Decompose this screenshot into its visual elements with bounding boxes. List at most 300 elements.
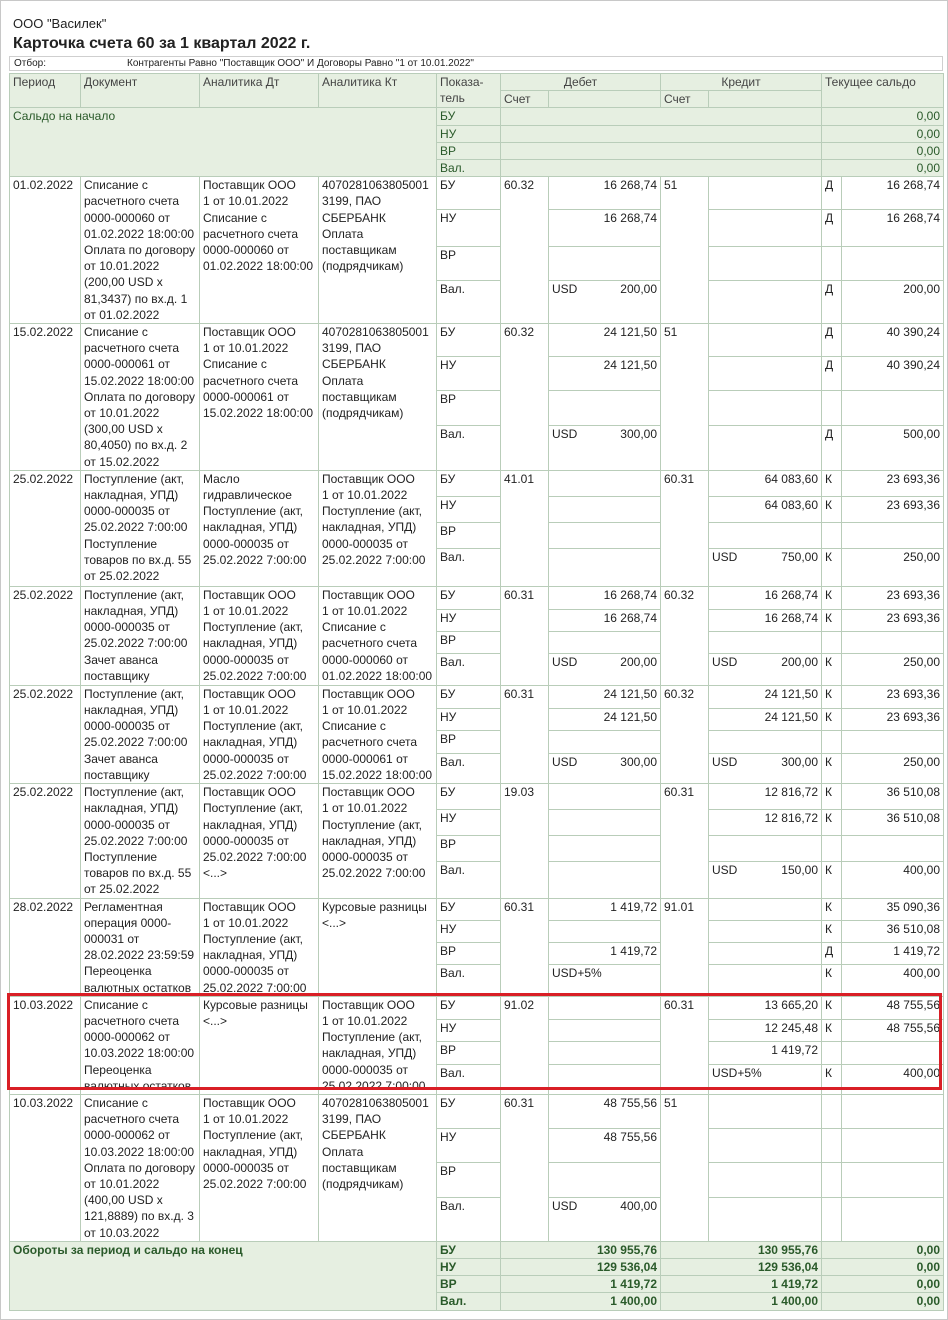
indicator-cell: НУ [437, 357, 501, 391]
balance-side-cell: Д [822, 209, 842, 246]
document-cell[interactable]: Списание с расчетного счета 0000-000060 от 01.02.2022 18:00:00 Оплата по договору от 10.01.2022 (200,00 USD x 81,3437) по вх.д. 1 от 01.02.2022 [81, 177, 200, 324]
document-cell[interactable]: Поступление (акт, накладная, УПД) 0000-000035 от 25.02.2022 7:00:00 Зачет аванса поставщику [81, 685, 200, 783]
balance-cell: 250,00 [842, 548, 944, 586]
balance-cell: 400,00 [842, 862, 944, 898]
balance-cell: 23 693,36 [842, 609, 944, 631]
credit-amount-cell [709, 920, 822, 942]
credit-amount-cell [709, 1197, 822, 1241]
balance-cell: 23 693,36 [842, 586, 944, 609]
col-balance-header: Текущее сальдо [822, 74, 944, 108]
col-period-header: Период [10, 74, 81, 108]
totals-row [10, 1241, 944, 1258]
analytics-dt-cell: Поставщик ООО 1 от 10.01.2022 Поступление (акт, накладная, УПД) 0000-000035 от 25.02.2022 7:00:00 [200, 586, 319, 685]
debit-amount-cell [549, 324, 661, 357]
total-credit-cell: 1 400,00 [661, 1293, 822, 1310]
transaction-row [10, 784, 944, 810]
credit-sum: 16 268,74 [764, 610, 818, 625]
balance-cell: 250,00 [842, 753, 944, 783]
debit-amount-cell [549, 548, 661, 586]
balance-side-cell: К [822, 753, 842, 783]
credit-amount-cell [709, 862, 822, 898]
balance-cell [842, 522, 944, 548]
credit-amount-cell [709, 964, 822, 996]
debit-amount-cell [549, 1064, 661, 1094]
organization-name: ООО "Василек" [13, 16, 107, 31]
indicator-cell: Вал. [437, 548, 501, 586]
credit-amount-cell [709, 522, 822, 548]
credit-account-cell: 60.31 [661, 784, 709, 898]
credit-amount-cell [709, 324, 822, 357]
balance-cell: 35 090,36 [842, 898, 944, 920]
credit-amount-cell [709, 942, 822, 964]
credit-sum: 12 245,48 [764, 1021, 818, 1036]
debit-amount-cell [549, 709, 661, 731]
balance-cell [842, 246, 944, 281]
credit-amount-cell [709, 609, 822, 631]
credit-sum: 1 419,72 [771, 1043, 818, 1058]
credit-amount-cell [709, 425, 822, 470]
period-cell: 28.02.2022 [10, 898, 81, 996]
indicator-cell: БУ [437, 177, 501, 210]
balance-side-cell: К [822, 964, 842, 996]
balance-side-cell [822, 1129, 842, 1163]
transaction-row [10, 470, 944, 496]
credit-amount-cell [709, 1129, 822, 1163]
indicator-cell: БУ [437, 898, 501, 920]
balance-side-cell [822, 631, 842, 653]
credit-account-cell: 60.31 [661, 470, 709, 586]
transaction-row [10, 586, 944, 609]
debit-sum: 24 121,50 [603, 358, 657, 373]
total-debit-cell: 1 400,00 [501, 1293, 661, 1310]
transaction-row [10, 996, 944, 1019]
analytics-kt-cell: Поставщик ООО 1 от 10.01.2022 Списание с расчетного счета 0000-000061 от 15.02.2022 18:00:00 [319, 685, 437, 783]
credit-sum: 16 268,74 [764, 587, 818, 602]
analytics-kt-cell: 4070281063805001 3199, ПАО СБЕРБАНК Оплата поставщикам (подрядчикам) [319, 177, 437, 324]
analytics-kt-cell: 4070281063805001 3199, ПАО СБЕРБАНК Оплата поставщикам (подрядчикам) [319, 1094, 437, 1241]
analytics-dt-cell: Поставщик ООО 1 от 10.01.2022 Поступление (акт, накладная, УПД) 0000-000035 от 25.02.2022 7:00:00 [200, 898, 319, 996]
credit-account-cell: 91.01 [661, 898, 709, 996]
debit-sum: 300,00 [620, 754, 657, 769]
debit-account-cell: 60.31 [501, 1094, 549, 1241]
balance-cell: 0,00 [822, 108, 944, 125]
balance-side-cell: Д [822, 177, 842, 210]
indicator-cell: БУ [437, 784, 501, 810]
debit-amount-cell [549, 631, 661, 653]
balance-cell [842, 1094, 944, 1128]
debit-sum: 48 755,56 [603, 1130, 657, 1145]
balance-side-cell [822, 1163, 842, 1197]
indicator-cell: ВР [437, 142, 501, 159]
balance-cell [842, 391, 944, 425]
balance-side-cell: К [822, 685, 842, 708]
debit-amount-cell [549, 209, 661, 246]
col-indicator-header: Показа- тель [437, 74, 501, 108]
balance-side-cell: К [822, 586, 842, 609]
credit-sum: 24 121,50 [764, 686, 818, 701]
document-cell[interactable]: Списание с расчетного счета 0000-000061 от 15.02.2022 18:00:00 Оплата по договору от 10.01.2022 (300,00 USD x 80,4050) по вх.д. 2 от 15.02.2022 [81, 324, 200, 471]
debit-sum: 16 268,74 [603, 610, 657, 625]
balance-side-cell: К [822, 996, 842, 1019]
total-balance-cell: 0,00 [822, 1258, 944, 1275]
debit-amount-cell [549, 1197, 661, 1241]
credit-sum: 150,00 [781, 863, 818, 878]
document-cell[interactable]: Поступление (акт, накладная, УПД) 0000-000035 от 25.02.2022 7:00:00 Поступление товаров по вх.д. 55 от 25.02.2022 [81, 784, 200, 898]
credit-amount-cell [709, 731, 822, 753]
debit-amount-cell [549, 357, 661, 391]
credit-amount-cell [709, 548, 822, 586]
indicator-cell: НУ [437, 125, 501, 142]
balance-cell: 400,00 [842, 1064, 944, 1094]
credit-amount-cell [709, 1064, 822, 1094]
indicator-cell: ВР [437, 391, 501, 425]
balance-side-cell [822, 246, 842, 281]
balance-side-cell: К [822, 609, 842, 631]
balance-cell [842, 1197, 944, 1241]
indicator-cell: Вал. [437, 281, 501, 324]
balance-side-cell: К [822, 496, 842, 522]
debit-amount-cell [549, 609, 661, 631]
total-credit-cell: 129 536,04 [661, 1258, 822, 1275]
balance-side-cell: К [822, 920, 842, 942]
empty-cell [501, 108, 822, 125]
balance-side-cell: К [822, 653, 842, 685]
analytics-dt-cell: Поставщик ООО Поступление (акт, накладная, УПД) 0000-000035 от 25.02.2022 7:00:00 <...> [200, 784, 319, 898]
balance-cell: 36 510,08 [842, 920, 944, 942]
balance-side-cell: Д [822, 281, 842, 324]
balance-cell: 48 755,56 [842, 996, 944, 1019]
credit-amount-cell [709, 1020, 822, 1042]
credit-sum: 13 665,20 [764, 997, 818, 1012]
analytics-kt-cell: Поставщик ООО 1 от 10.01.2022 Списание с расчетного счета 0000-000060 от 01.02.2022 18:00:00 [319, 586, 437, 685]
balance-cell: 1 419,72 [842, 942, 944, 964]
total-credit-cell: 1 419,72 [661, 1276, 822, 1293]
debit-sum: 400,00 [620, 1198, 657, 1213]
indicator-cell: ВР [437, 836, 501, 862]
credit-account-cell: 51 [661, 1094, 709, 1241]
debit-amount-cell [549, 246, 661, 281]
balance-side-cell [822, 1197, 842, 1241]
col-document-header: Документ [81, 74, 200, 108]
credit-amount-cell [709, 784, 822, 810]
credit-sum: 300,00 [781, 754, 818, 769]
credit-amount-cell [709, 653, 822, 685]
debit-amount-cell [549, 942, 661, 964]
credit-amount-cell [709, 496, 822, 522]
filter-label: Отбор: [14, 58, 46, 69]
indicator-cell: БУ [437, 685, 501, 708]
transaction-row [10, 685, 944, 708]
debit-amount-cell [549, 1163, 661, 1197]
balance-cell: 36 510,08 [842, 810, 944, 836]
total-debit-cell: 130 955,76 [501, 1241, 661, 1258]
indicator-cell: НУ [437, 1258, 501, 1275]
credit-amount-header [709, 91, 822, 108]
period-cell: 10.03.2022 [10, 996, 81, 1094]
analytics-kt-cell: Поставщик ООО 1 от 10.01.2022 Поступление (акт, накладная, УПД) 0000-000035 от 25.02.2022 7:00:00 [319, 996, 437, 1094]
debit-sum: 1 419,72 [610, 899, 657, 914]
balance-side-cell [822, 731, 842, 753]
balance-cell: 23 693,36 [842, 685, 944, 708]
analytics-dt-cell: Масло гидравлическое Поступление (акт, накладная, УПД) 0000-000035 от 25.02.2022 7:00:00 [200, 470, 319, 586]
balance-cell: 0,00 [822, 125, 944, 142]
balance-side-cell: Д [822, 425, 842, 470]
period-cell: 25.02.2022 [10, 685, 81, 783]
document-cell[interactable]: Списание с расчетного счета 0000-000062 от 10.03.2022 18:00:00 Переоценка валютных остатков [81, 996, 200, 1094]
credit-account-cell: 60.32 [661, 685, 709, 783]
analytics-kt-cell: Поставщик ООО 1 от 10.01.2022 Поступление (акт, накладная, УПД) 0000-000035 от 25.02.2022 7:00:00 [319, 470, 437, 586]
debit-sum: 24 121,50 [603, 686, 657, 701]
analytics-dt-cell: Поставщик ООО 1 от 10.01.2022 Поступление (акт, накладная, УПД) 0000-000035 от 25.02.2022 7:00:00 [200, 1094, 319, 1241]
balance-side-cell: К [822, 810, 842, 836]
debit-amount-cell [549, 898, 661, 920]
indicator-cell: Вал. [437, 1064, 501, 1094]
credit-currency: USD [712, 754, 738, 769]
balance-side-cell: К [822, 1064, 842, 1094]
credit-amount-cell [709, 470, 822, 496]
balance-side-cell: Д [822, 942, 842, 964]
total-debit-cell: 129 536,04 [501, 1258, 661, 1275]
indicator-cell: Вал. [437, 964, 501, 996]
debit-account-cell: 60.31 [501, 898, 549, 996]
debit-amount-cell [549, 1129, 661, 1163]
indicator-cell: ВР [437, 942, 501, 964]
indicator-cell: Вал. [437, 1197, 501, 1241]
debit-sum: 16 268,74 [603, 210, 657, 225]
debit-account-cell: 60.31 [501, 685, 549, 783]
document-cell[interactable]: Списание с расчетного счета 0000-000062 от 10.03.2022 18:00:00 Оплата по договору от 10.01.2022 (400,00 USD x 121,8889) по вх.д. 3 от 10.03.2022 [81, 1094, 200, 1241]
credit-amount-cell [709, 836, 822, 862]
total-balance-cell: 0,00 [822, 1276, 944, 1293]
credit-amount-cell [709, 1094, 822, 1128]
indicator-cell: ВР [437, 1276, 501, 1293]
indicator-cell: ВР [437, 731, 501, 753]
balance-cell [842, 1042, 944, 1064]
debit-amount-cell [549, 996, 661, 1019]
indicator-cell: Вал. [437, 862, 501, 898]
debit-account-cell: 60.32 [501, 324, 549, 471]
credit-sum: 200,00 [781, 654, 818, 669]
transaction-row [10, 898, 944, 920]
report-title: Карточка счета 60 за 1 квартал 2022 г. [13, 35, 311, 52]
analytics-kt-cell: 4070281063805001 3199, ПАО СБЕРБАНК Оплата поставщикам (подрядчикам) [319, 324, 437, 471]
balance-cell: 23 693,36 [842, 496, 944, 522]
transaction-row [10, 1094, 944, 1128]
indicator-cell: ВР [437, 631, 501, 653]
balance-cell: 23 693,36 [842, 470, 944, 496]
balance-cell: 0,00 [822, 160, 944, 177]
balance-side-cell [822, 1094, 842, 1128]
balance-cell: 16 268,74 [842, 209, 944, 246]
debit-sum: 200,00 [620, 654, 657, 669]
credit-amount-cell [709, 1163, 822, 1197]
col-analytics-kt-header: Аналитика Кт [319, 74, 437, 108]
debit-currency: USD [552, 426, 578, 441]
indicator-cell: НУ [437, 709, 501, 731]
period-cell: 25.02.2022 [10, 470, 81, 586]
opening-balance-row [10, 108, 944, 125]
balance-side-cell [822, 836, 842, 862]
balance-cell: 400,00 [842, 964, 944, 996]
debit-sum: 48 755,56 [603, 1095, 657, 1110]
period-cell: 25.02.2022 [10, 784, 81, 898]
balance-cell [842, 1163, 944, 1197]
debit-amount-cell [549, 281, 661, 324]
indicator-cell: БУ [437, 1094, 501, 1128]
indicator-cell: БУ [437, 586, 501, 609]
credit-amount-cell [709, 209, 822, 246]
balance-cell [842, 836, 944, 862]
debit-account-header: Счет [501, 91, 549, 108]
debit-amount-header [549, 91, 661, 108]
col-debit-header: Дебет [501, 74, 661, 91]
credit-account-cell: 60.31 [661, 996, 709, 1094]
analytics-dt-cell: Поставщик ООО 1 от 10.01.2022 Поступление (акт, накладная, УПД) 0000-000035 от 25.02.2022 7:00:00 [200, 685, 319, 783]
debit-account-cell: 60.32 [501, 177, 549, 324]
balance-side-cell: К [822, 862, 842, 898]
debit-sum: 200,00 [620, 282, 657, 297]
credit-sum: 12 816,72 [764, 811, 818, 826]
credit-sum: 64 083,60 [764, 471, 818, 486]
credit-currency: USD [712, 549, 738, 564]
balance-cell [842, 731, 944, 753]
balance-side-cell: К [822, 898, 842, 920]
credit-amount-cell [709, 631, 822, 653]
credit-currency: USD [712, 863, 738, 878]
period-cell: 15.02.2022 [10, 324, 81, 471]
balance-cell: 36 510,08 [842, 784, 944, 810]
indicator-cell: Вал. [437, 653, 501, 685]
credit-account-cell: 51 [661, 324, 709, 471]
debit-amount-cell [549, 470, 661, 496]
balance-side-cell [822, 391, 842, 425]
indicator-cell: НУ [437, 496, 501, 522]
account-card-table [9, 73, 944, 1311]
opening-balance-label: Сальдо на начало [10, 108, 437, 177]
debit-amount-cell [549, 836, 661, 862]
debit-currency: USD [552, 754, 578, 769]
debit-amount-cell [549, 1094, 661, 1128]
balance-side-cell: К [822, 548, 842, 586]
balance-cell: 200,00 [842, 281, 944, 324]
debit-sum: 24 121,50 [603, 710, 657, 725]
debit-amount-cell [549, 753, 661, 783]
debit-amount-cell [549, 964, 661, 996]
balance-cell: 250,00 [842, 653, 944, 685]
debit-amount-cell [549, 731, 661, 753]
credit-account-cell: 51 [661, 177, 709, 324]
debit-amount-cell [549, 653, 661, 685]
indicator-cell: БУ [437, 324, 501, 357]
debit-amount-cell [549, 810, 661, 836]
document-cell[interactable]: Поступление (акт, накладная, УПД) 0000-000035 от 25.02.2022 7:00:00 Поступление товаров по вх.д. 55 от 25.02.2022 [81, 470, 200, 586]
credit-sum: 750,00 [781, 549, 818, 564]
indicator-cell: ВР [437, 1042, 501, 1064]
balance-side-cell [822, 1042, 842, 1064]
total-balance-cell: 0,00 [822, 1293, 944, 1310]
document-cell[interactable]: Регламентная операция 0000- 000031 от 28.02.2022 23:59:59 Переоценка валютных остатков [81, 898, 200, 996]
balance-side-cell: К [822, 784, 842, 810]
debit-sum: 16 268,74 [603, 587, 657, 602]
balance-cell: 48 755,56 [842, 1020, 944, 1042]
empty-cell [501, 142, 822, 159]
credit-amount-cell [709, 1042, 822, 1064]
credit-sum: 24 121,50 [764, 710, 818, 725]
total-debit-cell: 1 419,72 [501, 1276, 661, 1293]
credit-amount-cell [709, 246, 822, 281]
period-cell: 10.03.2022 [10, 1094, 81, 1241]
indicator-cell: БУ [437, 470, 501, 496]
debit-amount-cell [549, 496, 661, 522]
indicator-cell: Вал. [437, 753, 501, 783]
total-balance-cell: 0,00 [822, 1241, 944, 1258]
credit-account-cell: 60.32 [661, 586, 709, 685]
debit-amount-cell [549, 586, 661, 609]
debit-amount-cell [549, 920, 661, 942]
debit-account-cell: 91.02 [501, 996, 549, 1094]
debit-amount-cell [549, 784, 661, 810]
balance-cell: 0,00 [822, 142, 944, 159]
totals-label: Обороты за период и сальдо на конец [10, 1241, 437, 1310]
transaction-row [10, 177, 944, 210]
indicator-cell: НУ [437, 609, 501, 631]
indicator-cell: ВР [437, 246, 501, 281]
debit-currency: USD [552, 1198, 578, 1213]
debit-currency: USD+5% [552, 965, 602, 980]
analytics-dt-cell: Курсовые разницы <...> [200, 996, 319, 1094]
col-analytics-dt-header: Аналитика Дт [200, 74, 319, 108]
indicator-cell: Вал. [437, 425, 501, 470]
indicator-cell: ВР [437, 1163, 501, 1197]
balance-side-cell: Д [822, 357, 842, 391]
debit-amount-cell [549, 685, 661, 708]
period-cell: 01.02.2022 [10, 177, 81, 324]
balance-side-cell [822, 522, 842, 548]
credit-currency: USD+5% [712, 1065, 762, 1080]
indicator-cell: НУ [437, 920, 501, 942]
header-row-1 [10, 74, 944, 91]
indicator-cell: НУ [437, 810, 501, 836]
balance-side-cell: Д [822, 324, 842, 357]
indicator-cell: НУ [437, 209, 501, 246]
balance-cell: 16 268,74 [842, 177, 944, 210]
debit-account-cell: 41.01 [501, 470, 549, 586]
balance-side-cell: К [822, 1020, 842, 1042]
debit-account-cell: 19.03 [501, 784, 549, 898]
debit-amount-cell [549, 862, 661, 898]
indicator-cell: ВР [437, 522, 501, 548]
analytics-dt-cell: Поставщик ООО 1 от 10.01.2022 Списание с расчетного счета 0000-000061 от 15.02.2022 18:00:00 [200, 324, 319, 471]
transaction-row [10, 324, 944, 357]
indicator-cell: НУ [437, 1020, 501, 1042]
debit-sum: 300,00 [620, 426, 657, 441]
balance-cell: 40 390,24 [842, 324, 944, 357]
credit-amount-cell [709, 810, 822, 836]
balance-cell [842, 1129, 944, 1163]
debit-amount-cell [549, 391, 661, 425]
filter-value: Контрагенты Равно "Поставщик ООО" И Договоры Равно "1 от 10.01.2022" [127, 58, 474, 69]
balance-cell: 23 693,36 [842, 709, 944, 731]
credit-amount-cell [709, 177, 822, 210]
credit-currency: USD [712, 654, 738, 669]
credit-amount-cell [709, 281, 822, 324]
filter-bar [9, 56, 943, 71]
debit-amount-cell [549, 1020, 661, 1042]
document-cell[interactable]: Поступление (акт, накладная, УПД) 0000-000035 от 25.02.2022 7:00:00 Зачет аванса поставщику [81, 586, 200, 685]
balance-cell [842, 631, 944, 653]
credit-amount-cell [709, 898, 822, 920]
credit-account-header: Счет [661, 91, 709, 108]
